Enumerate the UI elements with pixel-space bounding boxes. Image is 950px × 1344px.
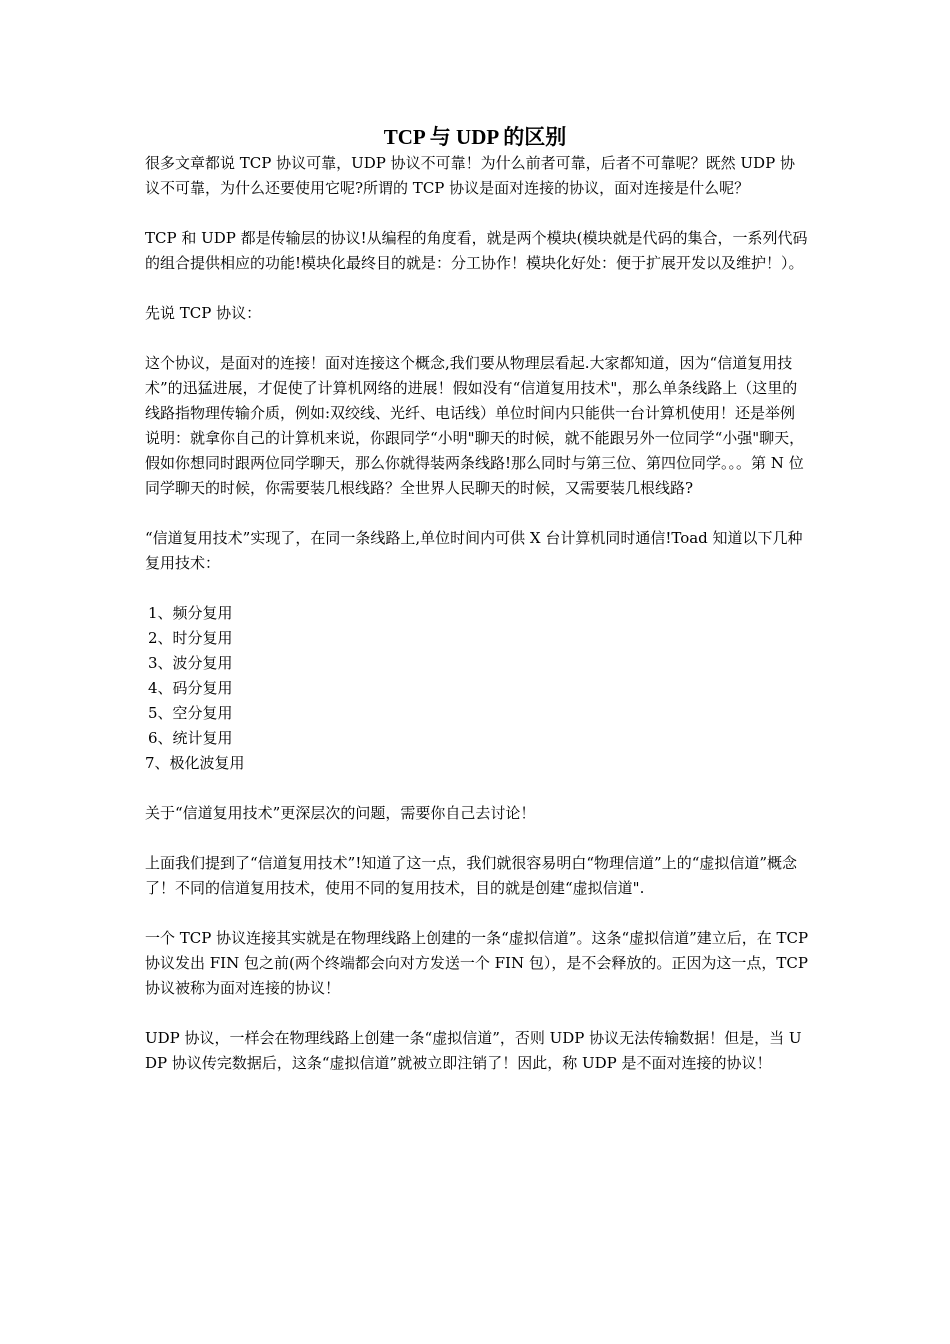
list-item: 1、频分复用 — [148, 604, 233, 622]
list-item: 3、波分复用 — [148, 654, 233, 672]
document-title: TCP 与 UDP 的区别 — [383, 125, 567, 149]
paragraph-deeper: 关于“信道复用技术”更深层次的问题，需要你自己去讨论！ — [145, 804, 536, 822]
paragraph-intro: 很多文章都说 TCP 协议可靠，UDP 协议不可靠！为什么前者可靠，后者不可靠呢？既然 UDP 协议不可靠，为什么还要使用它呢?所谓的 TCP 协议是面对连接的协议，面对连接是什么呢？ — [145, 154, 795, 197]
paragraph-spacer — [145, 576, 809, 601]
list-item: 6、统计复用 — [148, 729, 233, 747]
paragraph-spacer — [145, 826, 809, 851]
multiplexing-list — [145, 601, 809, 776]
document-body — [145, 151, 809, 1076]
paragraph-connection: 这个协议，是面对的连接！面对连接这个概念,我们要从物理层看起.大家都知道，因为“信道复用技术”的迅猛进展，才促使了计算机网络的进展！假如没有“信道复用技术"，那么单条线路上（这里的线路指物理传输介质，例如:双绞线、光纤、电话线）单位时间内只能供一台计算机使用！还是举例说明：就拿你自己的计算机来说，你跟同学“小明"聊天的时候，就不能跟另外一位同学“小强"聊天，假如你想同时跟两位同学聊天，那么你就得装两条线路!那么同时与第三位、第四位同学。。。第 N 位同学聊天的时候，你需要装几根线路？全世界人民聊天的时候，又需要装几根线路? — [145, 354, 805, 497]
list-item: 5、空分复用 — [148, 704, 233, 722]
paragraph-virtual-channel: 上面我们提到了“信道复用技术”!知道了这一点，我们就很容易明白“物理信道”上的“虚拟信道”概念了！不同的信道复用技术，使用不同的复用技术，目的就是创建“虚拟信道". — [145, 854, 798, 897]
paragraph-spacer — [145, 276, 809, 301]
paragraph-spacer — [145, 1001, 809, 1026]
list-item: 7、极化波复用 — [145, 754, 245, 772]
paragraph-spacer — [145, 901, 809, 926]
list-item: 4、码分复用 — [148, 679, 233, 697]
paragraph-udp: UDP 协议，一样会在物理线路上创建一条“虚拟信道”，否则 UDP 协议无法传输数据！但是，当 UDP 协议传完数据后，这条“虚拟信道”就被立即注销了！因此，称 UDP 是不面对连接的协议！ — [145, 1029, 802, 1072]
paragraph-spacer — [145, 201, 809, 226]
paragraph-spacer — [145, 776, 809, 801]
paragraph-tcp-connection: 一个 TCP 协议连接其实就是在物理线路上创建的一条“虚拟信道”。这条“虚拟信道”建立后，在 TCP 协议发出 FIN 包之前(两个终端都会向对方发送一个 FIN 包），是不会释放的。正因为这一点，TCP 协议被称为面对连接的协议！ — [145, 929, 809, 997]
paragraph-spacer — [145, 501, 809, 526]
paragraph-transport-layer: TCP 和 UDP 都是传输层的协议!从编程的角度看，就是两个模块(模块就是代码的集合，一系列代码的组合提供相应的功能!模块化最终目的就是：分工协作！模块化好处：便于扩展开发以及维护！）。 — [145, 229, 808, 272]
list-item: 2、时分复用 — [148, 629, 233, 647]
paragraph-tcp-heading: 先说 TCP 协议： — [145, 304, 262, 322]
paragraph-spacer — [145, 326, 809, 351]
paragraph-multiplexing-intro: “信道复用技术”实现了，在同一条线路上,单位时间内可供 X 台计算机同时通信!Toad 知道以下几种复用技术： — [145, 529, 803, 572]
